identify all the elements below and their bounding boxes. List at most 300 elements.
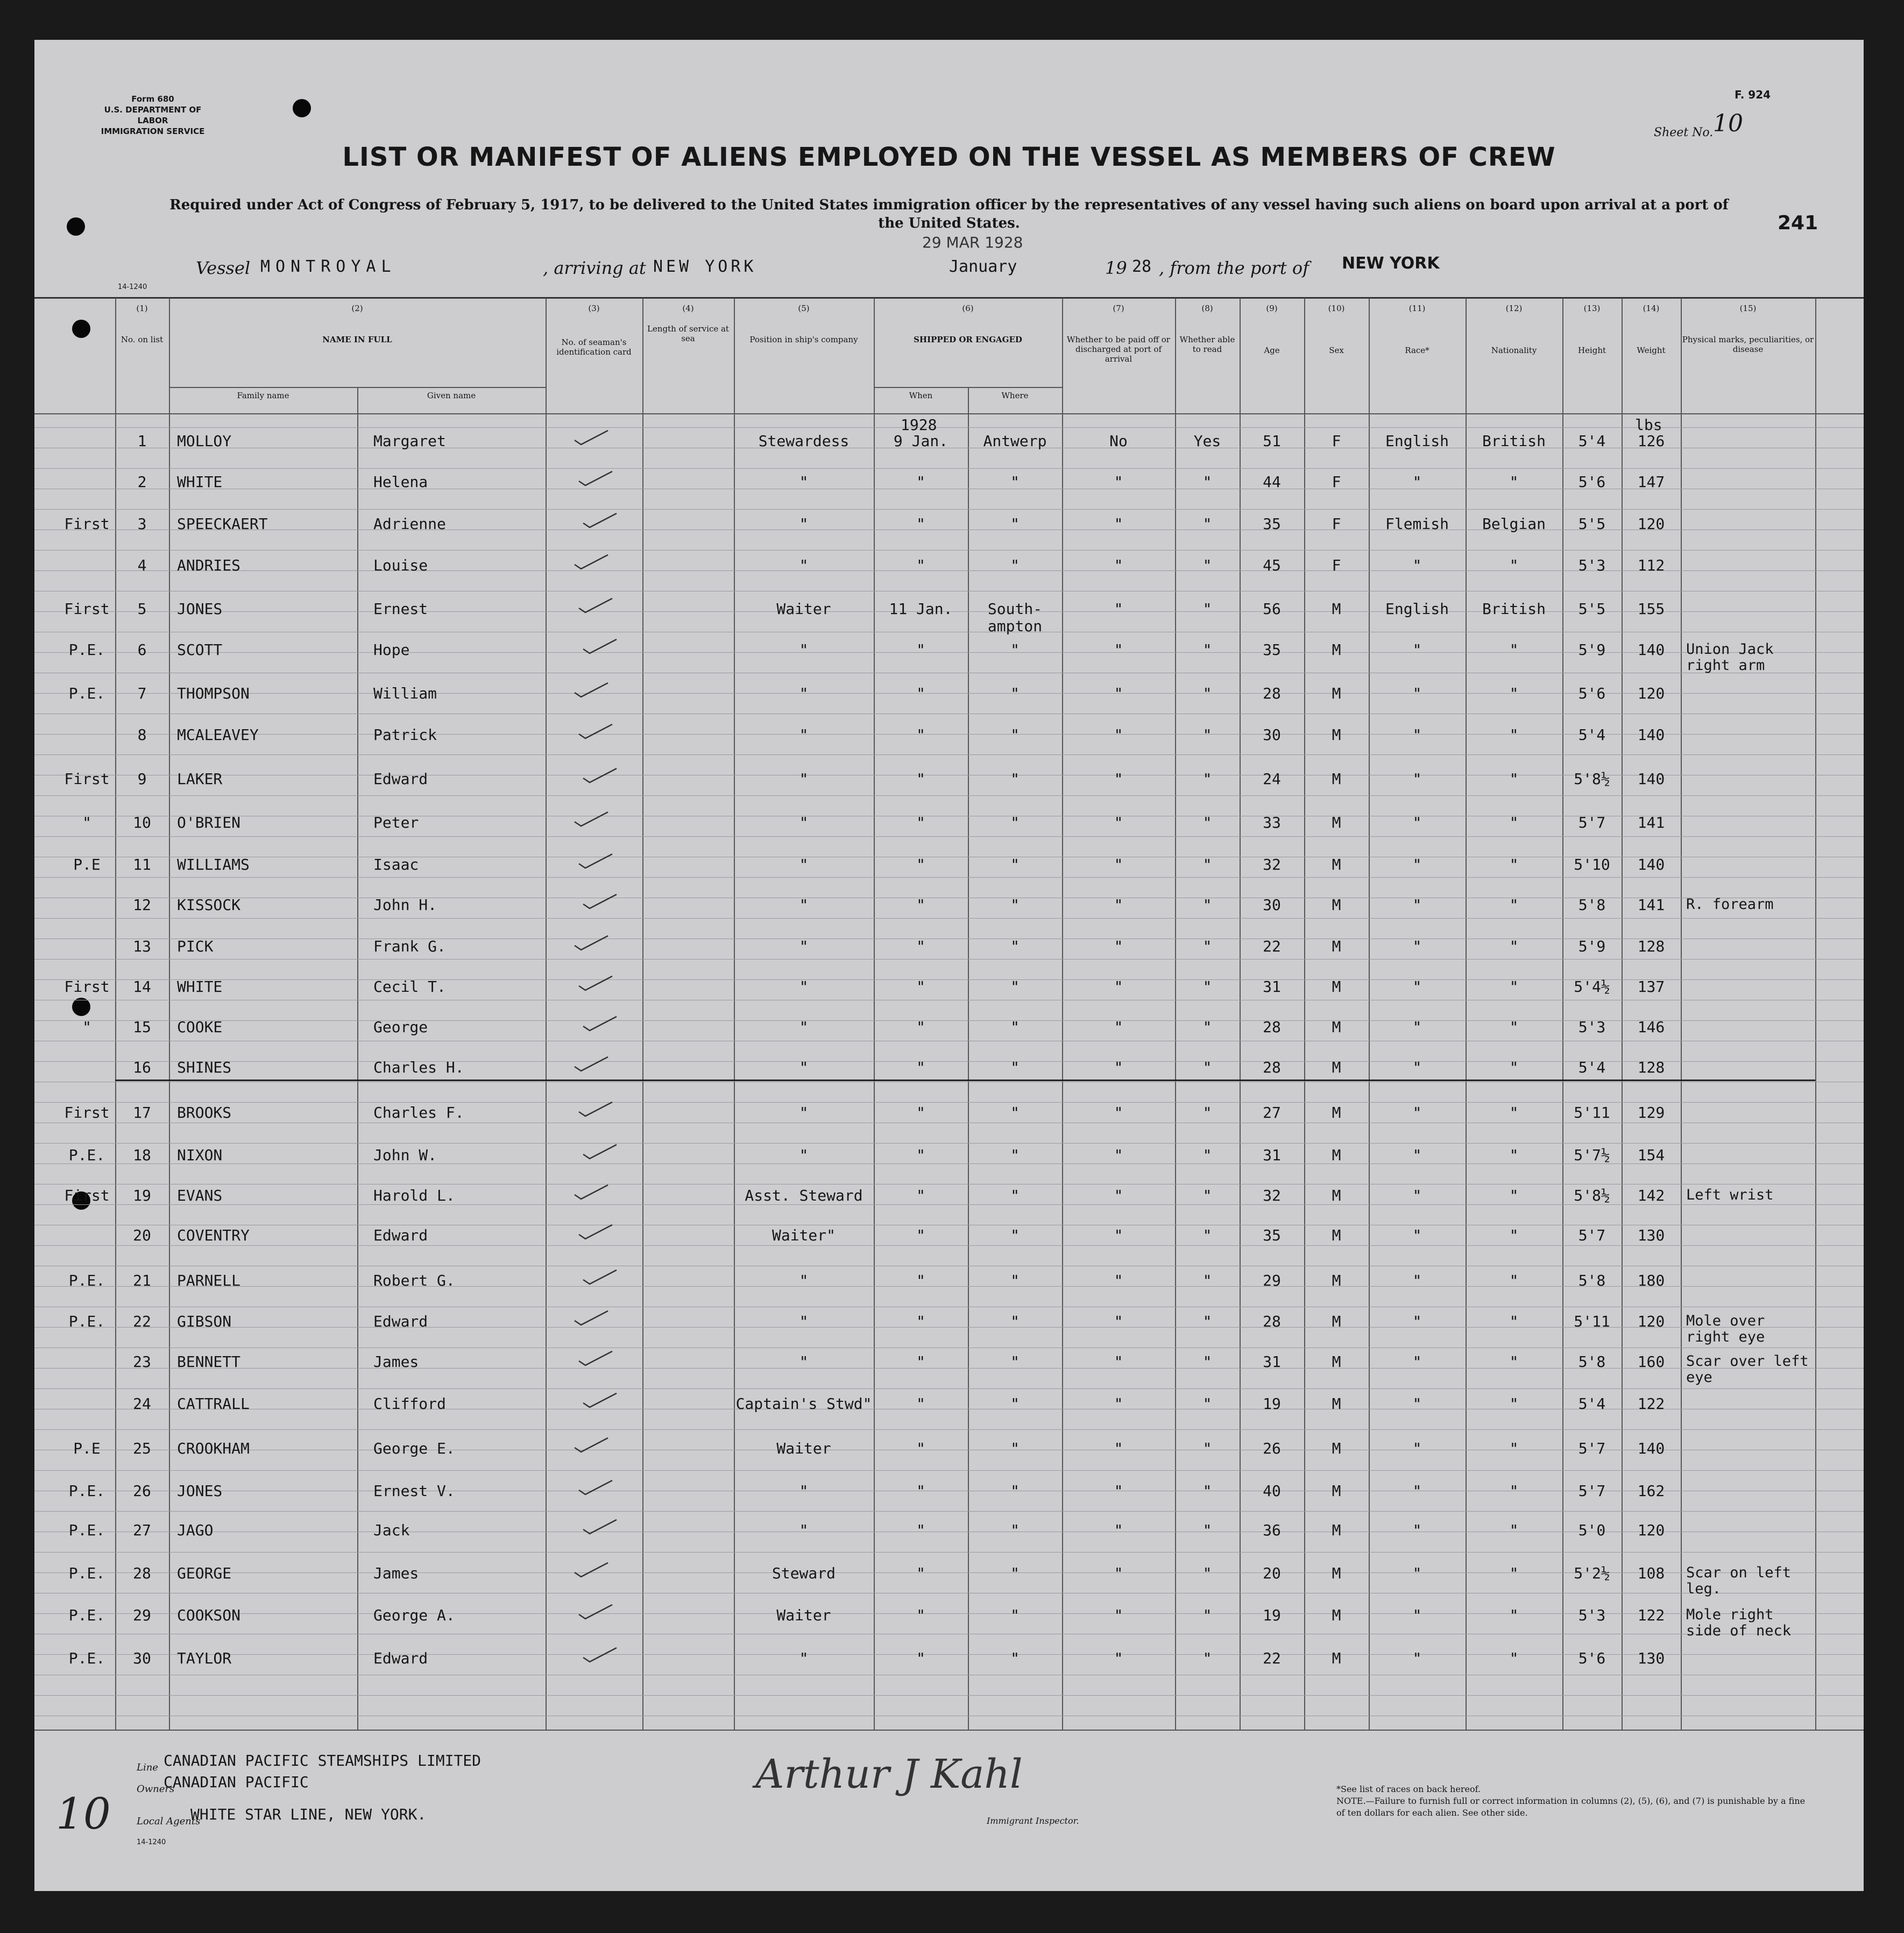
cell-nat: "	[1509, 1059, 1519, 1076]
agents-value: WHITE STAR LINE, NEW YORK.	[190, 1805, 427, 1823]
cell-sex: M	[1332, 726, 1341, 744]
cell-read: "	[1202, 1649, 1212, 1667]
ruled-line	[34, 836, 1864, 837]
check-mark-icon	[572, 1055, 610, 1073]
col6-header: (6) SHIPPED OR ENGAGED	[914, 304, 1022, 344]
cell-no: 20	[133, 1226, 151, 1244]
cell-when: "	[916, 770, 925, 788]
cell-paid: "	[1114, 1440, 1123, 1457]
cell-family: GEORGE	[177, 1564, 232, 1582]
cell-no: 26	[133, 1482, 151, 1500]
cell-weight: 128	[1637, 937, 1665, 955]
column-divider	[546, 298, 547, 1730]
cell-read: "	[1202, 685, 1212, 702]
cell-race: "	[1412, 1521, 1422, 1539]
cell-read: "	[1202, 1313, 1212, 1330]
cell-height: 5'7	[1578, 814, 1606, 831]
cell-read: "	[1202, 1018, 1212, 1036]
column-divider	[1175, 298, 1176, 1730]
punch-hole	[72, 998, 90, 1016]
cell-when: "	[916, 1104, 925, 1121]
cell-when: "	[916, 726, 925, 744]
column-divider	[1681, 298, 1682, 1730]
form-code: 14-1240	[118, 283, 147, 291]
service-name: IMMIGRATION SERVICE	[101, 126, 205, 136]
check-mark-icon	[577, 469, 614, 488]
cell-position: Waiter	[776, 600, 831, 618]
cell-nat: "	[1509, 1104, 1519, 1121]
cell-age: 35	[1263, 641, 1281, 659]
cell-no: 1	[137, 432, 147, 450]
col9-header: (9) Age	[1264, 304, 1280, 355]
cell-height: 5'0	[1578, 1521, 1606, 1539]
cell-race: English	[1385, 432, 1449, 450]
cell-given: Charles F.	[373, 1104, 464, 1121]
cell-when: 11 Jan.	[889, 600, 953, 618]
cell-when: "	[916, 1440, 925, 1457]
cell-weight: 108	[1637, 1564, 1665, 1582]
form-f-number: F. 924	[1735, 88, 1771, 101]
cell-given: Jack	[373, 1521, 410, 1539]
cell-race: "	[1412, 1272, 1422, 1289]
cell-given: Hope	[373, 641, 410, 659]
cell-sex: M	[1332, 1226, 1341, 1244]
col6-when-header: When	[909, 391, 933, 400]
cell-where: "	[1010, 978, 1020, 996]
cell-paid: No	[1109, 432, 1128, 450]
cell-height: 5'8	[1578, 1272, 1606, 1289]
cell-sex: M	[1332, 1564, 1341, 1582]
cell-weight: 142	[1637, 1187, 1665, 1204]
cell-race: Flemish	[1385, 515, 1449, 533]
cell-race: "	[1412, 896, 1422, 914]
cell-when: "	[916, 1059, 925, 1076]
ruled-line	[34, 1552, 1864, 1553]
cell-nat: "	[1509, 1146, 1519, 1164]
cell-race: English	[1385, 600, 1449, 618]
cell-where: "	[1010, 937, 1020, 955]
col8-header: (8) Whether able to read	[1179, 304, 1235, 354]
cell-given: George A.	[373, 1606, 455, 1624]
cell-given: Louise	[373, 556, 428, 574]
cell-race: "	[1412, 1564, 1422, 1582]
cell-given: Edward	[373, 1649, 428, 1667]
cell-no: 5	[137, 600, 147, 618]
cell-note: P.E.	[68, 1606, 105, 1624]
cell-height: 5'8	[1578, 896, 1606, 914]
cell-position: "	[799, 1104, 809, 1121]
cell-weight: 128	[1637, 1059, 1665, 1076]
cell-paid: "	[1114, 641, 1123, 659]
cell-sex: F	[1332, 515, 1341, 533]
cell-age: 30	[1263, 896, 1281, 914]
cell-weight: 120	[1637, 1521, 1665, 1539]
cell-sex: M	[1332, 1353, 1341, 1371]
cell-race: "	[1412, 1353, 1422, 1371]
sheet-mark: 10	[56, 1789, 111, 1839]
ruled-line	[34, 509, 1864, 510]
cell-nat: "	[1509, 856, 1519, 873]
cell-note: First	[64, 600, 110, 618]
cell-no: 8	[137, 726, 147, 744]
footer-notes	[1336, 1783, 1810, 1819]
cell-height: 5'5	[1578, 515, 1606, 533]
cell-height: 5'4	[1578, 726, 1606, 744]
cell-where: "	[1010, 1353, 1020, 1371]
column-divider	[1815, 298, 1816, 1730]
page-subtitle: Required under Act of Congress of February 5, 1917, to be delivered to the United States immigration officer by the representatives of any vessel having such aliens on board upon arrival at a port of the United States.	[169, 197, 1729, 231]
cell-sex: M	[1332, 685, 1341, 702]
cell-family: GIBSON	[177, 1313, 232, 1330]
cell-weight: 140	[1637, 1440, 1665, 1457]
cell-read: "	[1202, 726, 1212, 744]
cell-when: "	[916, 978, 925, 996]
cell-family: BENNETT	[177, 1353, 241, 1371]
cell-where: "	[1010, 1440, 1020, 1457]
cell-sex: M	[1332, 937, 1341, 955]
cell-read: "	[1202, 856, 1212, 873]
cell-sex: M	[1332, 1146, 1341, 1164]
cell-position: Captain's Stwd"	[735, 1395, 872, 1413]
cell-given: Patrick	[373, 726, 437, 744]
cell-position: Waiter"	[771, 1226, 836, 1244]
cell-note: P.E.	[68, 1564, 105, 1582]
cell-nat: "	[1509, 1440, 1519, 1457]
cell-paid: "	[1114, 770, 1123, 788]
cell-weight: 146	[1637, 1018, 1665, 1036]
check-mark-icon	[577, 1223, 614, 1241]
check-mark-icon	[581, 892, 619, 911]
cell-paid: "	[1114, 1564, 1123, 1582]
cell-read: "	[1202, 1146, 1212, 1164]
cell-note: P.E.	[68, 1313, 105, 1330]
cell-family: WHITE	[177, 978, 223, 996]
cell-height: 5'3	[1578, 1606, 1606, 1624]
cell-no: 13	[133, 937, 151, 955]
cell-height: 5'3	[1578, 556, 1606, 574]
cell-height: 5'8½	[1574, 770, 1610, 788]
cell-age: 29	[1263, 1272, 1281, 1289]
cell-no: 19	[133, 1187, 151, 1204]
cell-read: "	[1202, 1440, 1212, 1457]
ruled-line	[34, 427, 1864, 428]
cell-no: 23	[133, 1353, 151, 1371]
year-suffix: 28	[1132, 257, 1152, 276]
col2-given-header: Given name	[427, 391, 476, 400]
cell-no: 7	[137, 685, 147, 702]
race-note: *See list of races on back hereof.	[1336, 1784, 1481, 1794]
check-mark-icon	[572, 1183, 610, 1201]
cell-sex: M	[1332, 1187, 1341, 1204]
cell-when: "	[916, 515, 925, 533]
table-bottom-rule	[34, 1730, 1864, 1731]
cell-weight: 126	[1637, 432, 1665, 450]
cell-race: "	[1412, 1059, 1422, 1076]
cell-weight: 140	[1637, 641, 1665, 659]
cell-sex: M	[1332, 814, 1341, 831]
check-mark-icon	[577, 1349, 614, 1367]
cell-sex: M	[1332, 1018, 1341, 1036]
cell-given: Edward	[373, 770, 428, 788]
cell-marks: Left wrist	[1686, 1187, 1774, 1203]
cell-when: "	[916, 685, 925, 702]
cell-race: "	[1412, 473, 1422, 491]
col3-header: (3) No. of seaman's identification card	[556, 304, 632, 357]
cell-paid: "	[1114, 1395, 1123, 1413]
cell-no: 15	[133, 1018, 151, 1036]
cell-weight: 120	[1637, 1313, 1665, 1330]
arrival-month: January	[949, 257, 1017, 276]
cell-age: 36	[1263, 1521, 1281, 1539]
from-port: NEW YORK	[1342, 254, 1440, 273]
cell-paid: "	[1114, 1649, 1123, 1667]
check-mark-icon	[581, 1518, 619, 1536]
cell-weight: 137	[1637, 978, 1665, 996]
sheet-number: 10	[1713, 110, 1743, 137]
cell-where: "	[1010, 641, 1020, 659]
cell-race: "	[1412, 1146, 1422, 1164]
cell-when: "	[916, 1353, 925, 1371]
cell-height: 5'4	[1578, 432, 1606, 450]
cell-no: 29	[133, 1606, 151, 1624]
cell-where: Antwerp	[983, 432, 1047, 450]
column-divider	[1622, 298, 1623, 1730]
vessel-label: Vessel	[196, 258, 251, 278]
cell-no: 10	[133, 814, 151, 831]
cell-nat: "	[1509, 1564, 1519, 1582]
cell-when: "	[916, 1564, 925, 1582]
cell-weight: 130	[1637, 1649, 1665, 1667]
cell-position: "	[799, 1059, 809, 1076]
cell-where: "	[1010, 1226, 1020, 1244]
strike-through-line	[115, 1080, 1815, 1081]
cell-family: KISSOCK	[177, 896, 241, 914]
cell-height: 5'2½	[1574, 1564, 1610, 1582]
cell-height: 5'4	[1578, 1059, 1606, 1076]
cell-sex: M	[1332, 1059, 1341, 1076]
penalty-note: NOTE.—Failure to furnish full or correct information in columns (2), (5), (6), and (7) is punishable by a fine of ten dollars for each alien. See other side.	[1336, 1796, 1806, 1818]
cell-no: 6	[137, 641, 147, 659]
cell-height: 5'9	[1578, 641, 1606, 659]
cell-nat: "	[1509, 556, 1519, 574]
cell-paid: "	[1114, 1482, 1123, 1500]
cell-no: 18	[133, 1146, 151, 1164]
cell-where: "	[1010, 556, 1020, 574]
cell-read: "	[1202, 600, 1212, 618]
cell-age: 28	[1263, 1313, 1281, 1330]
cell-weight: 154	[1637, 1146, 1665, 1164]
col12-header: (12) Nationality	[1491, 304, 1537, 355]
cell-position: "	[799, 1353, 809, 1371]
col1-header: (1) No. on list	[121, 304, 164, 344]
cell-age: 45	[1263, 556, 1281, 574]
cell-note: First	[64, 770, 110, 788]
cell-age: 22	[1263, 1649, 1281, 1667]
cell-note: P.E	[73, 856, 101, 873]
ruled-line	[34, 959, 1864, 960]
column-divider	[1562, 298, 1563, 1730]
cell-read: "	[1202, 641, 1212, 659]
cell-paid: "	[1114, 856, 1123, 873]
cell-note: First	[64, 978, 110, 996]
cell-when: "	[916, 1521, 925, 1539]
ruled-line	[34, 1429, 1864, 1430]
cell-nat: "	[1509, 1649, 1519, 1667]
sheet-label: Sheet No.	[1654, 126, 1714, 139]
check-mark-icon	[577, 722, 614, 740]
cell-where: South-ampton	[987, 600, 1043, 635]
cell-read: "	[1202, 814, 1212, 831]
cell-age: 26	[1263, 1440, 1281, 1457]
cell-paid: "	[1114, 515, 1123, 533]
cell-race: "	[1412, 1313, 1422, 1330]
cell-height: 5'6	[1578, 685, 1606, 702]
date-stamp: 29 MAR 1928	[922, 234, 1023, 251]
cell-family: JONES	[177, 600, 223, 618]
cell-no: 21	[133, 1272, 151, 1289]
ruled-line	[34, 877, 1864, 878]
cell-weight: 155	[1637, 600, 1665, 618]
ruled-line	[34, 1245, 1864, 1246]
owners-label: Owners	[137, 1783, 175, 1795]
check-mark-icon	[581, 1268, 619, 1286]
cell-where: "	[1010, 1104, 1020, 1121]
cell-sex: F	[1332, 432, 1341, 450]
cell-family: CATTRALL	[177, 1395, 250, 1413]
cell-sex: M	[1332, 1649, 1341, 1667]
cell-no: 27	[133, 1521, 151, 1539]
cell-race: "	[1412, 814, 1422, 831]
cell-paid: "	[1114, 1018, 1123, 1036]
ruled-line	[34, 918, 1864, 919]
cell-paid: "	[1114, 685, 1123, 702]
cell-read: "	[1202, 515, 1212, 533]
ruled-line	[34, 795, 1864, 796]
cell-given: Harold L.	[373, 1187, 455, 1204]
cell-age: 31	[1263, 1146, 1281, 1164]
cell-sex: M	[1332, 770, 1341, 788]
cell-family: O'BRIEN	[177, 814, 241, 831]
cell-weight: 140	[1637, 770, 1665, 788]
cell-height: 5'5	[1578, 600, 1606, 618]
cell-no: 25	[133, 1440, 151, 1457]
cell-where: "	[1010, 770, 1020, 788]
cell-weight: 141	[1637, 814, 1665, 831]
check-mark-icon	[572, 1436, 610, 1454]
check-mark-icon	[577, 1603, 614, 1621]
ruled-line	[34, 754, 1864, 755]
cell-height: 5'3	[1578, 1018, 1606, 1036]
cell-weight: 140	[1637, 856, 1665, 873]
cell-age: 30	[1263, 726, 1281, 744]
col10-header: (10) Sex	[1328, 304, 1345, 355]
cell-when: "	[916, 1018, 925, 1036]
cell-position: "	[799, 814, 809, 831]
cell-paid: "	[1114, 600, 1123, 618]
cell-sex: M	[1332, 641, 1341, 659]
col5-header: (5) Position in ship's company	[749, 304, 858, 344]
cell-sex: M	[1332, 1521, 1341, 1539]
cell-paid: "	[1114, 814, 1123, 831]
column-divider	[1466, 298, 1467, 1730]
cell-family: SCOTT	[177, 641, 223, 659]
form-header-block	[94, 94, 212, 137]
ruled-line	[34, 1511, 1864, 1512]
cell-race: "	[1412, 1104, 1422, 1121]
cell-race: "	[1412, 1395, 1422, 1413]
cell-weight: 129	[1637, 1104, 1665, 1121]
cell-read: "	[1202, 1564, 1212, 1582]
cell-nat: "	[1509, 641, 1519, 659]
cell-position: "	[799, 978, 809, 996]
col6-where-header: Where	[1001, 391, 1029, 400]
cell-where: "	[1010, 1313, 1020, 1330]
cell-height: 5'11	[1574, 1313, 1610, 1330]
cell-age: 51	[1263, 432, 1281, 450]
cell-age: 19	[1263, 1606, 1281, 1624]
cell-when: "	[916, 1226, 925, 1244]
check-mark-icon	[577, 1478, 614, 1497]
cell-age: 33	[1263, 814, 1281, 831]
cell-paid: "	[1114, 1104, 1123, 1121]
check-mark-icon	[577, 852, 614, 870]
cell-nat: "	[1509, 1226, 1519, 1244]
cell-race: "	[1412, 641, 1422, 659]
cell-age: 44	[1263, 473, 1281, 491]
cell-given: Robert G.	[373, 1272, 455, 1289]
cell-given: Cecil T.	[373, 978, 446, 996]
cell-when: "	[916, 1146, 925, 1164]
cell-when: "	[916, 896, 925, 914]
punch-hole	[72, 320, 90, 338]
ruled-line	[34, 1102, 1864, 1103]
cell-age: 22	[1263, 937, 1281, 955]
cell-read: "	[1202, 1353, 1212, 1371]
cell-weight: 112	[1637, 556, 1665, 574]
cell-given: Peter	[373, 814, 419, 831]
cell-position: "	[799, 726, 809, 744]
cell-read: "	[1202, 1226, 1212, 1244]
ruled-line	[34, 468, 1864, 469]
cell-where: "	[1010, 473, 1020, 491]
cell-no: 12	[133, 896, 151, 914]
cell-height: 5'4	[1578, 1395, 1606, 1413]
cell-weight: 120	[1637, 685, 1665, 702]
cell-weight: 147	[1637, 473, 1665, 491]
cell-family: PARNELL	[177, 1272, 241, 1289]
cell-nat: "	[1509, 1521, 1519, 1539]
cell-note: "	[82, 814, 91, 831]
cell-race: "	[1412, 1482, 1422, 1500]
cell-read: Yes	[1193, 432, 1221, 450]
cell-when: "	[916, 1606, 925, 1624]
check-mark-icon	[572, 681, 610, 699]
cell-when: "	[916, 1482, 925, 1500]
cell-height: 5'10	[1574, 856, 1610, 873]
check-mark-icon	[581, 1142, 619, 1161]
from-port-label: , from the port of	[1159, 258, 1310, 278]
cell-given: Frank G.	[373, 937, 446, 955]
cell-age: 28	[1263, 1059, 1281, 1076]
cell-nat: "	[1509, 1353, 1519, 1371]
cell-no: 24	[133, 1395, 151, 1413]
col15-header: (15) Physical marks, peculiarities, or disease	[1682, 304, 1814, 354]
cell-given: George	[373, 1018, 428, 1036]
cell-paid: "	[1114, 1187, 1123, 1204]
check-mark-icon	[581, 766, 619, 785]
cell-when: "	[916, 1313, 925, 1330]
cell-height: 5'8½	[1574, 1187, 1610, 1204]
